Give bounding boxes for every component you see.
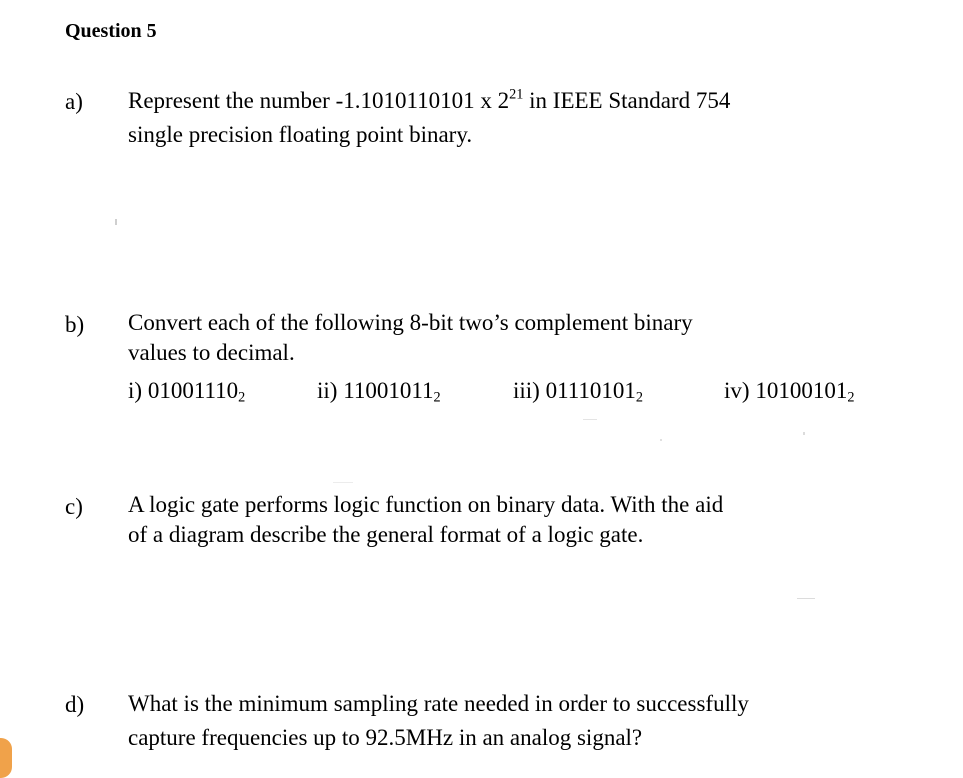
part-d-line-1: What is the minimum sampling rate needed in order to successfully [128, 691, 749, 716]
part-b-text [128, 308, 693, 368]
binary-value-ii: ii) $11001011_2$ [317, 378, 441, 406]
part-c-line-2: of a diagram describe the general format of a logic gate. [128, 522, 644, 547]
part-a-exponent: 21 [509, 86, 524, 103]
part-b-line-2: values to decimal. [128, 340, 295, 365]
binary-value-i: i) $01001110_2$ [128, 378, 246, 406]
part-a-line-1 [128, 84, 730, 118]
question-title: Question 5 [65, 20, 157, 42]
part-a-text [128, 84, 730, 152]
part-a-line-2: single precision floating point binary. [128, 122, 473, 147]
part-a-line-1-end: in IEEE Standard 754 [523, 88, 731, 113]
edge-marker [0, 738, 12, 778]
scan-speck [583, 419, 597, 420]
part-d-label: d) [65, 692, 85, 717]
part-a-label: a) [65, 89, 83, 114]
part-b-label: b) [65, 312, 85, 337]
scan-speck [660, 439, 662, 441]
part-c-text [128, 490, 723, 550]
part-c-line-1: A logic gate performs logic function on binary data. With the aid [128, 492, 724, 517]
binary-value-iii: iii) $01110101_2$ [513, 378, 644, 406]
part-d-line-2: capture frequencies up to 92.5MHz in an analog signal? [128, 725, 643, 750]
scan-speck [803, 432, 805, 435]
part-a-line-1-start: Represent the number -1.1010110101 x 2 [128, 88, 510, 113]
part-b-values [128, 376, 908, 406]
part-d-text [128, 687, 749, 755]
scan-speck [797, 598, 815, 599]
part-b-line-1: Convert each of the following 8-bit two’s complement binary [128, 310, 693, 335]
binary-value-iv: iv) $10100101_2$ [724, 378, 855, 406]
scan-speck [115, 219, 117, 225]
part-c-label: c) [65, 494, 83, 519]
scan-speck [333, 482, 353, 483]
